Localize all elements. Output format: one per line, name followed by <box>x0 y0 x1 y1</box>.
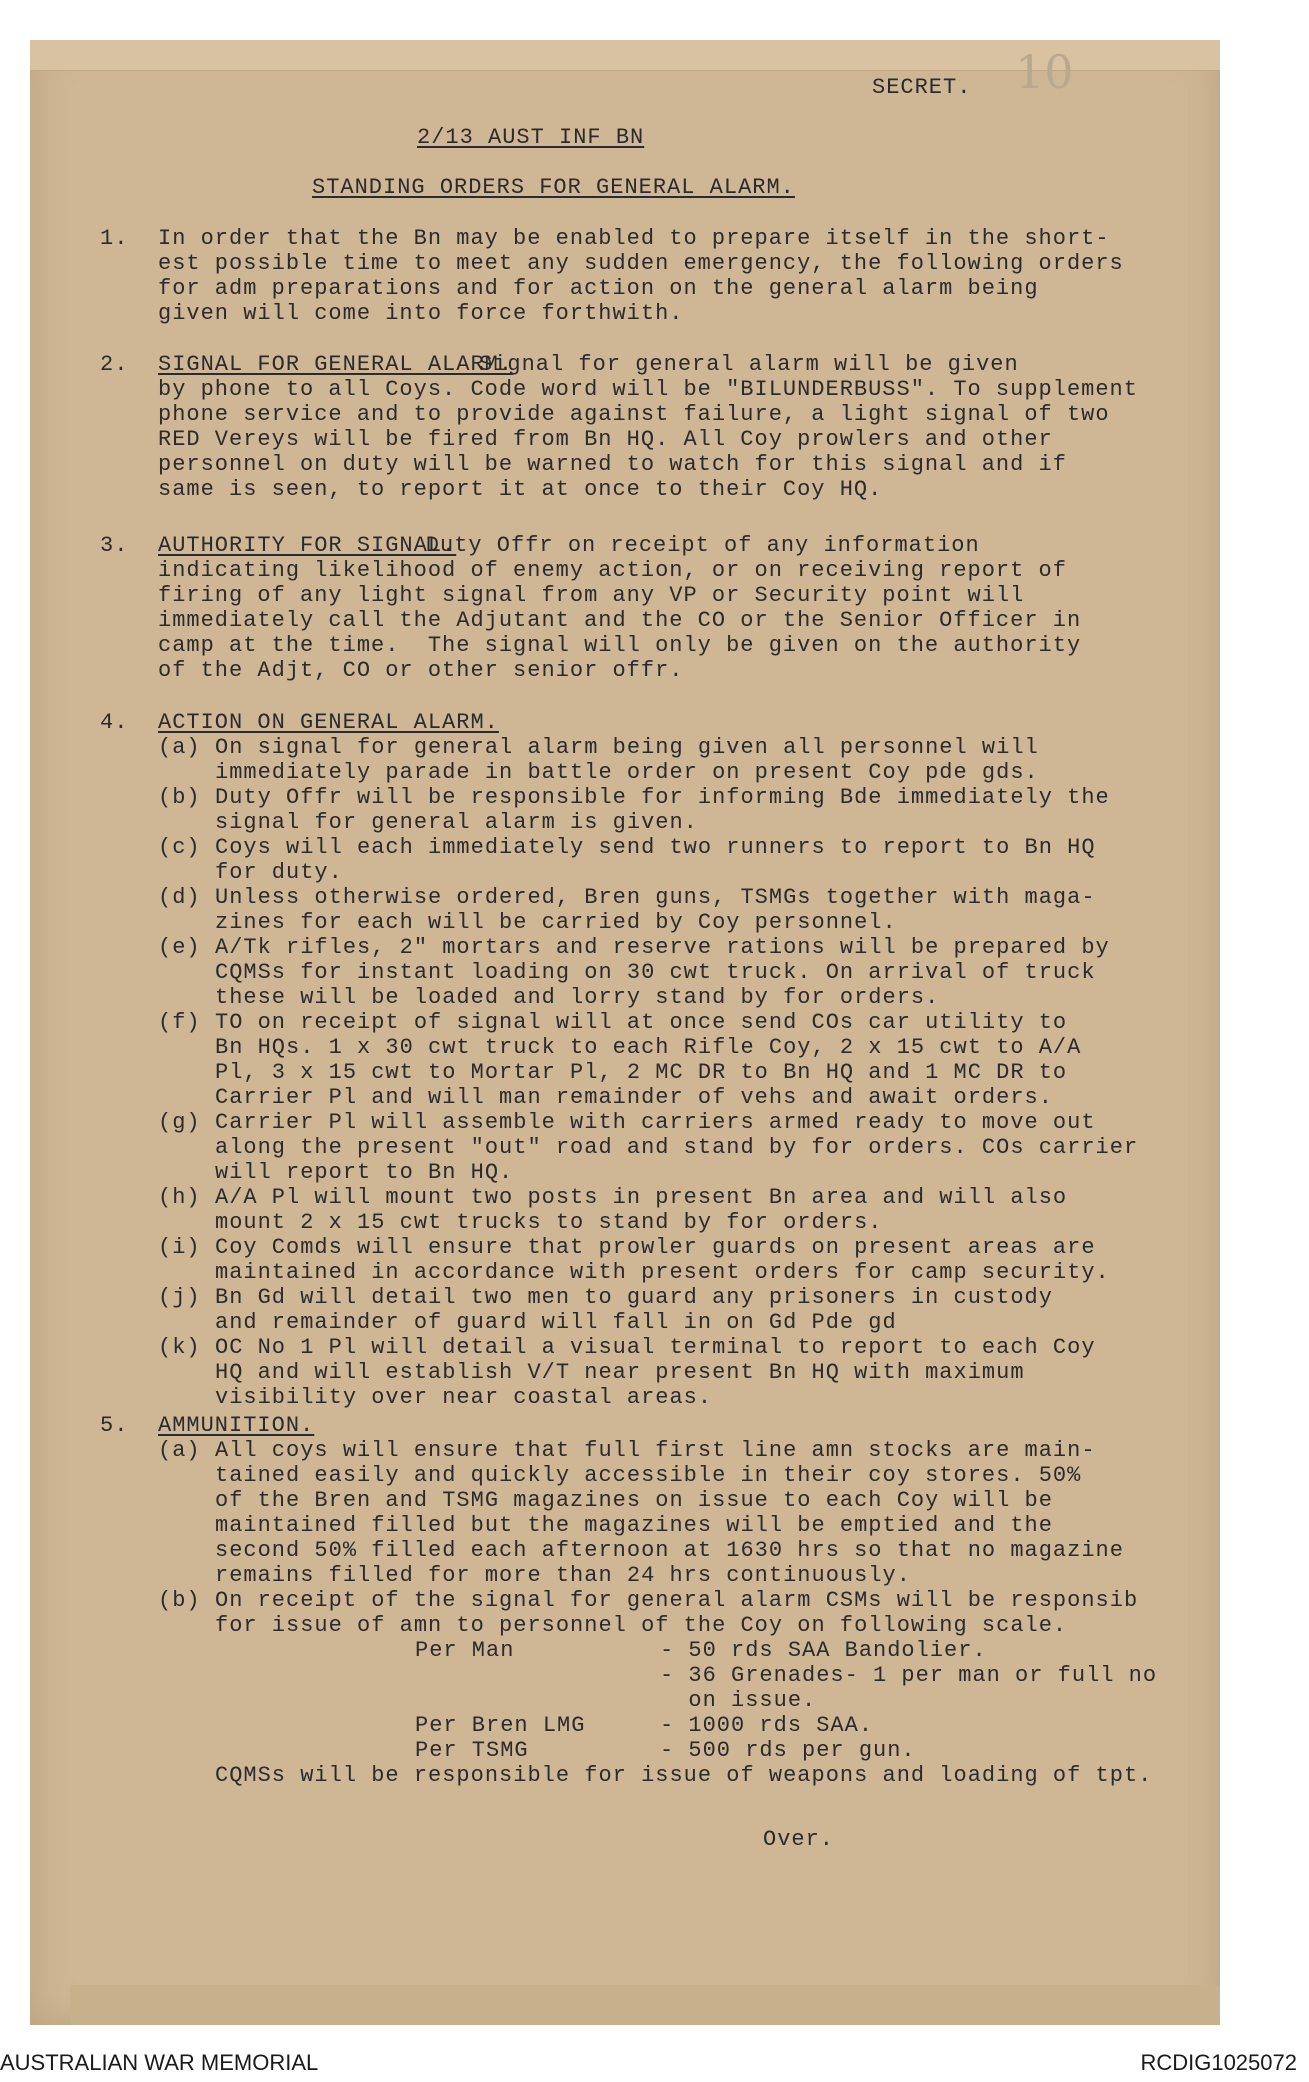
para-5-item-line: tained easily and quickly accessible in their coy stores. 50% <box>215 1463 1082 1488</box>
para-5-item-label: (a) <box>158 1438 201 1463</box>
para-4-item-line: mount 2 x 15 cwt trucks to stand by for orders. <box>215 1210 883 1235</box>
para-1-number: 1. <box>100 226 129 251</box>
para-4-item-label: (g) <box>158 1110 201 1135</box>
document-title: STANDING ORDERS FOR GENERAL ALARM. <box>312 175 795 200</box>
para-5-item-line: for issue of amn to personnel of the Coy on following scale. <box>215 1613 1068 1638</box>
para-5-item-line: second 50% filled each afternoon at 1630 hrs so that no magazine <box>215 1538 1124 1563</box>
para-1-line: In order that the Bn may be enabled to prepare itself in the short- <box>158 226 1110 251</box>
para-2-line: RED Vereys will be fired from Bn HQ. All Coy prowlers and other <box>158 427 1053 452</box>
para-4-item-label: (f) <box>158 1010 201 1035</box>
para-2-line: by phone to all Coys. Code word will be "BILUNDERBUSS". To supplement <box>158 377 1138 402</box>
para-3-line: of the Adjt, CO or other senior offr. <box>158 658 684 683</box>
scale-allocation: - 1000 rds SAA. <box>660 1713 874 1738</box>
para-4-item-label: (j) <box>158 1285 201 1310</box>
para-3-line: camp at the time. The signal will only be given on the authority <box>158 633 1082 658</box>
para-4-item-line: zines for each will be carried by Coy personnel. <box>215 910 897 935</box>
para-4-item-line: OC No 1 Pl will detail a visual terminal to report to each Coy <box>215 1335 1096 1360</box>
para-4-item-line: will report to Bn HQ. <box>215 1160 514 1185</box>
para-4-item-line: Bn Gd will detail two men to guard any prisoners in custody <box>215 1285 1053 1310</box>
para-4-item-line: TO on receipt of signal will at once send COs car utility to <box>215 1010 1068 1035</box>
para-4-heading: ACTION ON GENERAL ALARM. <box>158 710 499 735</box>
para-5-heading: AMMUNITION. <box>158 1413 315 1438</box>
para-5-closing: CQMSs will be responsible for issue of weapons and loading of tpt. <box>215 1763 1153 1788</box>
para-4-item-line: and remainder of guard will fall in on Gd Pde gd <box>215 1310 897 1335</box>
scale-recipient: Per TSMG <box>415 1738 529 1763</box>
scale-allocation: on issue. <box>660 1688 817 1713</box>
para-5-item-line: On receipt of the signal for general alarm CSMs will be responsib <box>215 1588 1139 1613</box>
para-2-number: 2. <box>100 352 129 377</box>
para-4-item-line: A/A Pl will mount two posts in present Bn area and will also <box>215 1185 1068 1210</box>
para-3-number: 3. <box>100 533 129 558</box>
para-4-item-line: Carrier Pl and will man remainder of vehs and await orders. <box>215 1085 1053 1110</box>
para-3-line: immediately call the Adjutant and the CO or the Senior Officer in <box>158 608 1082 633</box>
para-4-item-label: (b) <box>158 785 201 810</box>
para-4-item-line: HQ and will establish V/T near present Bn HQ with maximum <box>215 1360 1025 1385</box>
para-4-item-line: for duty. <box>215 860 343 885</box>
para-4-item-line: Pl, 3 x 15 cwt to Mortar Pl, 2 MC DR to Bn HQ and 1 MC DR to <box>215 1060 1068 1085</box>
para-4-item-label: (e) <box>158 935 201 960</box>
scale-allocation: - 500 rds per gun. <box>660 1738 916 1763</box>
para-1-line: est possible time to meet any sudden emergency, the following orders <box>158 251 1124 276</box>
para-5-item-line: All coys will ensure that full first line amn stocks are main- <box>215 1438 1096 1463</box>
para-4-item-line: visibility over near coastal areas. <box>215 1385 713 1410</box>
para-4-item-line: Coys will each immediately send two runners to report to Bn HQ <box>215 835 1096 860</box>
page-mark: 10 <box>1015 45 1074 99</box>
scale-recipient: Per Man <box>415 1638 515 1663</box>
para-5-item-line: maintained filled but the magazines will be emptied and the <box>215 1513 1053 1538</box>
scale-allocation: - 50 rds SAA Bandolier. <box>660 1638 987 1663</box>
unit-heading: 2/13 AUST INF BN <box>417 125 645 150</box>
para-2-line: Signal for general alarm will be given <box>450 352 1019 377</box>
para-5-item-line: remains filled for more than 24 hrs continuously. <box>215 1563 911 1588</box>
over-note: Over. <box>763 1827 835 1852</box>
para-5-number: 5. <box>100 1413 129 1438</box>
para-4-item-line: immediately parade in battle order on present Coy pde gds. <box>215 760 1039 785</box>
para-4-item-label: (a) <box>158 735 201 760</box>
para-3-line: indicating likelihood of enemy action, or on receiving report of <box>158 558 1067 583</box>
para-3-line: firing of any light signal from any VP or Security point will <box>158 583 1025 608</box>
para-4-item-line: CQMSs for instant loading on 30 cwt truck. On arrival of truck <box>215 960 1096 985</box>
scale-allocation: - 36 Grenades- 1 per man or full no <box>660 1663 1158 1688</box>
para-4-item-label: (h) <box>158 1185 201 1210</box>
para-4-item-line: maintained in accordance with present orders for camp security. <box>215 1260 1110 1285</box>
footer-reference: RCDIG1025072 <box>1140 2050 1297 2075</box>
para-4-item-label: (c) <box>158 835 201 860</box>
para-4-item-line: On signal for general alarm being given all personnel will <box>215 735 1039 760</box>
para-4-item-label: (d) <box>158 885 201 910</box>
para-4-number: 4. <box>100 710 129 735</box>
para-1-line: for adm preparations and for action on the general alarm being <box>158 276 1039 301</box>
footer-institution: AUSTRALIAN WAR MEMORIAL <box>0 2050 319 2075</box>
paper-fold <box>70 1985 1220 2025</box>
para-2-line: same is seen, to report it at once to their Coy HQ. <box>158 477 883 502</box>
para-4-item-line: Carrier Pl will assemble with carriers armed ready to move out <box>215 1110 1096 1135</box>
para-4-item-line: these will be loaded and lorry stand by for orders. <box>215 985 940 1010</box>
para-4-item-line: Duty Offr will be responsible for informing Bde immediately the <box>215 785 1110 810</box>
para-2-heading: SIGNAL FOR GENERAL ALARM. <box>158 352 514 377</box>
para-4-item-line: along the present "out" road and stand by for orders. COs carrier <box>215 1135 1139 1160</box>
para-2-line: phone service and to provide against failure, a light signal of two <box>158 402 1110 427</box>
para-5-item-line: of the Bren and TSMG magazines on issue to each Coy will be <box>215 1488 1053 1513</box>
para-4-item-line: signal for general alarm is given. <box>215 810 698 835</box>
scale-recipient: Per Bren LMG <box>415 1713 586 1738</box>
para-4-item-label: (k) <box>158 1335 201 1360</box>
para-4-item-line: Bn HQs. 1 x 30 cwt truck to each Rifle Coy, 2 x 15 cwt to A/A <box>215 1035 1082 1060</box>
para-4-item-line: A/Tk rifles, 2" mortars and reserve rations will be prepared by <box>215 935 1110 960</box>
para-4-item-line: Coy Comds will ensure that prowler guards on present areas are <box>215 1235 1096 1260</box>
para-2-line: personnel on duty will be warned to watch for this signal and if <box>158 452 1067 477</box>
para-4-item-line: Unless otherwise ordered, Bren guns, TSMGs together with maga- <box>215 885 1096 910</box>
classification-stamp: SECRET. <box>872 75 972 100</box>
para-3-heading: AUTHORITY FOR SIGNAL. <box>158 533 457 558</box>
para-1-line: given will come into force forthwith. <box>158 301 684 326</box>
para-5-item-label: (b) <box>158 1588 201 1613</box>
para-4-item-label: (i) <box>158 1235 201 1260</box>
para-3-line: Duty Offr on receipt of any information <box>397 533 980 558</box>
